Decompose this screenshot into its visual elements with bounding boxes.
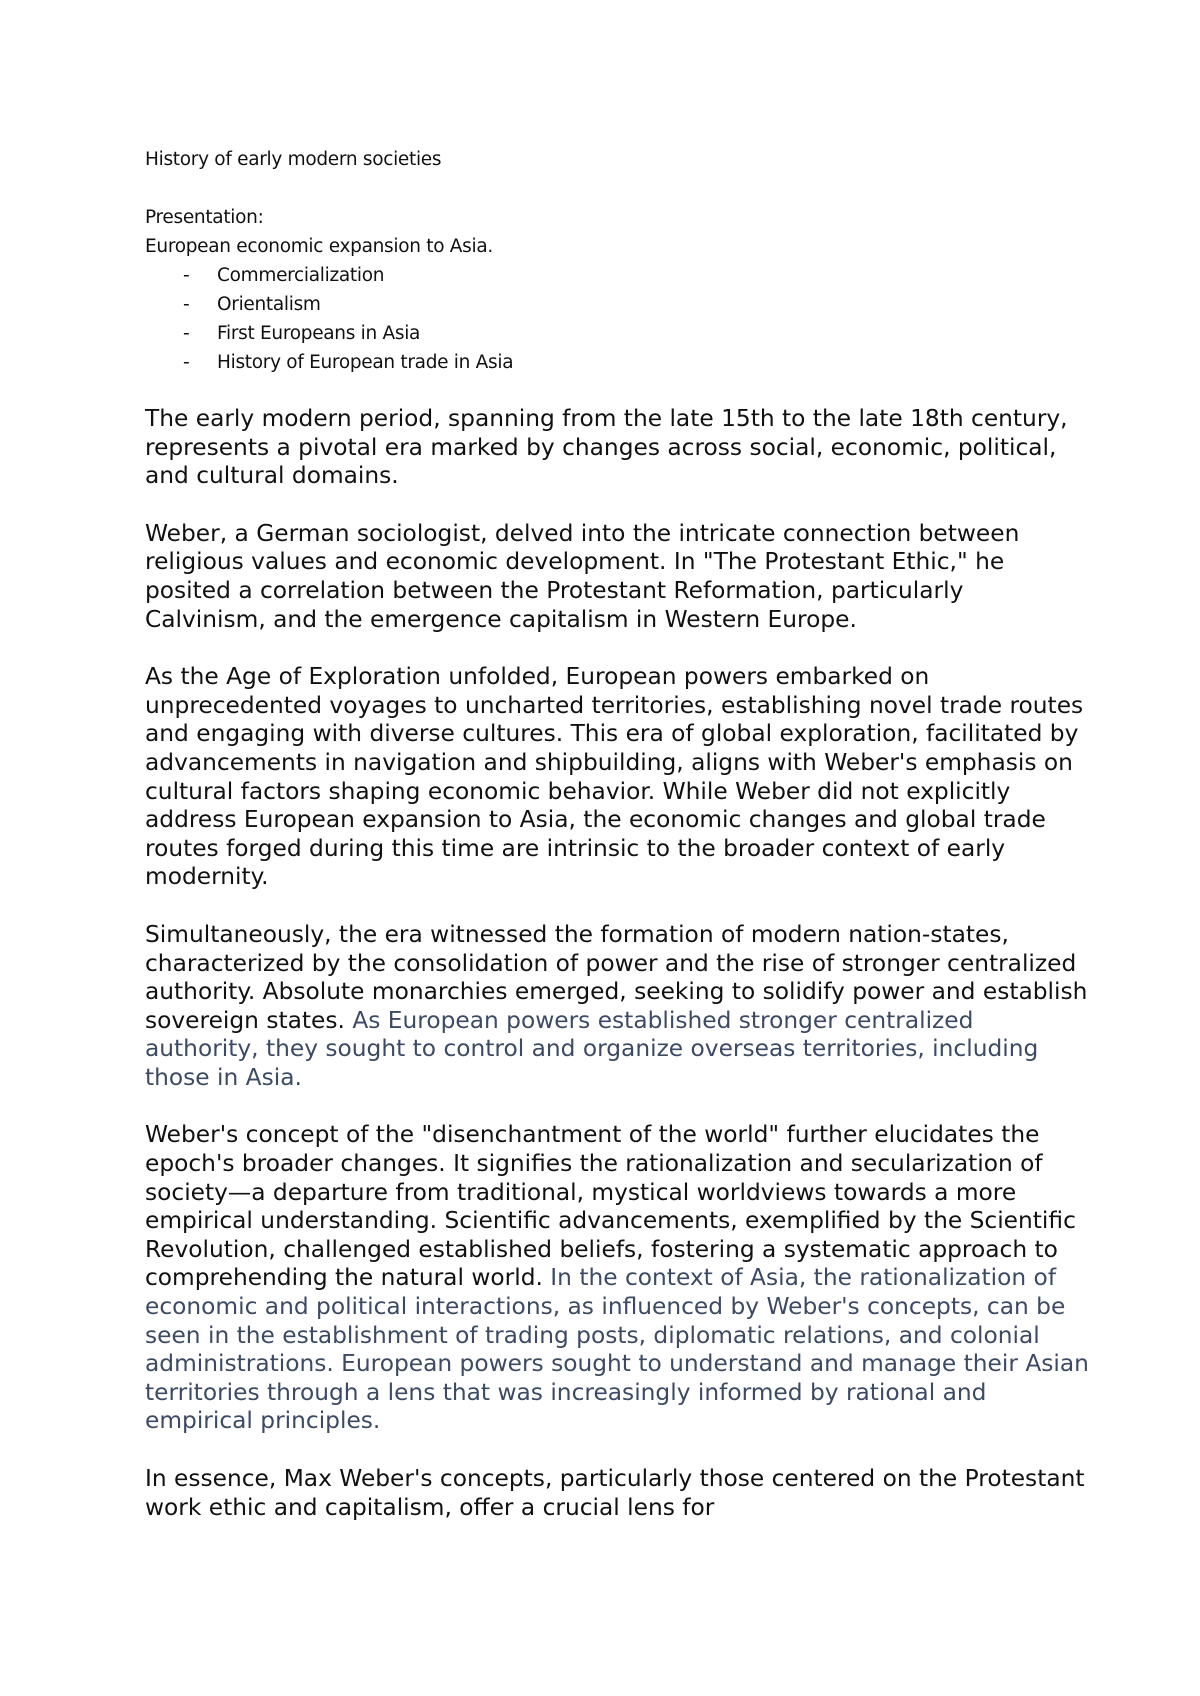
paragraph-text: Simultaneously, the era witnessed the formation of modern nation-states, characterized by the consolidation of power and the rise of stronger centralized authority. Absolute monarchies emerged, seeking to solidify power and establish sovereign states.: [145, 920, 1088, 1034]
list-item: [145, 290, 1090, 319]
paragraph-age-of-exploration: [145, 663, 1090, 892]
document-body: [145, 145, 1090, 1522]
paragraph-text: In essence, Max Weber's concepts, particularly those centered on the Protestant work ethic and capitalism, offer a crucial lens for: [145, 1465, 1085, 1521]
paragraph-in-essence: [145, 1465, 1090, 1522]
paragraph-highlighted-text: In the context of Asia, the rationalization of economic and political interactions, as influenced by Weber's concepts, can be seen in the establishment of trading posts, diplomatic relations, and colonial administrations. European powers sought to understand and manage their Asian territories through a lens that was increasingly informed by rational and empirical principles.: [145, 1264, 1089, 1435]
paragraph-disenchantment: [145, 1121, 1090, 1436]
list-item: [145, 348, 1090, 377]
paragraph-text: The early modern period, spanning from the late 15th to the late 18th century, represents a pivotal era marked by changes across social, economic, political, and cultural domains.: [145, 405, 1068, 490]
paragraph-text: Weber, a German sociologist, delved into the intricate connection between religious values and economic development. In "The Protestant Ethic," he posited a correlation between the Protestant Reformation, particularly Calvinism, and the emergence capitalism in Western Europe.: [145, 519, 1020, 633]
list-item-label: Orientalism: [217, 294, 321, 315]
bullet-dash: -: [183, 294, 190, 315]
bullet-dash: -: [183, 323, 190, 344]
paragraph-nation-states: [145, 921, 1090, 1093]
document-title: History of early modern societies: [145, 149, 442, 170]
paragraph-weber-protestant-ethic: [145, 520, 1090, 634]
list-item-label: First Europeans in Asia: [217, 323, 421, 344]
list-item: [145, 319, 1090, 348]
topic-list: [145, 261, 1090, 377]
presentation-label: Presentation:: [145, 207, 264, 228]
list-item-label: Commercialization: [217, 265, 385, 286]
list-item-label: History of European trade in Asia: [217, 352, 514, 373]
paragraph-highlighted-text: As European powers established stronger centralized authority, they sought to control and organize overseas territories, including those in Asia.: [145, 1006, 1039, 1091]
paragraph-text: As the Age of Exploration unfolded, European powers embarked on unprecedented voyages to uncharted territories, establishing novel trade routes and engaging with diverse cultures. This era of global exploration, facilitated by advancements in navigation and shipbuilding, aligns with Weber's emphasis on cultural factors shaping economic behavior. While Weber did not explicitly address European expansion to Asia, the economic changes and global trade routes forged during this time are intrinsic to the broader context of early modernity.: [145, 663, 1084, 891]
bullet-dash: -: [183, 265, 190, 286]
paragraph-early-modern-period: [145, 405, 1090, 491]
list-item: [145, 261, 1090, 290]
bullet-dash: -: [183, 352, 190, 373]
presentation-subtitle: European economic expansion to Asia.: [145, 236, 493, 257]
paragraph-text: Weber's concept of the "disenchantment of the world" further elucidates the epoch's broader changes. It signifies the rationalization and secularization of society—a departure from traditional, mystical worldviews towards a more empirical understanding. Scientific advancements, exemplified by the Scientific Revolution, challenged established beliefs, fostering a systematic approach to comprehending the natural world.: [145, 1121, 1076, 1292]
